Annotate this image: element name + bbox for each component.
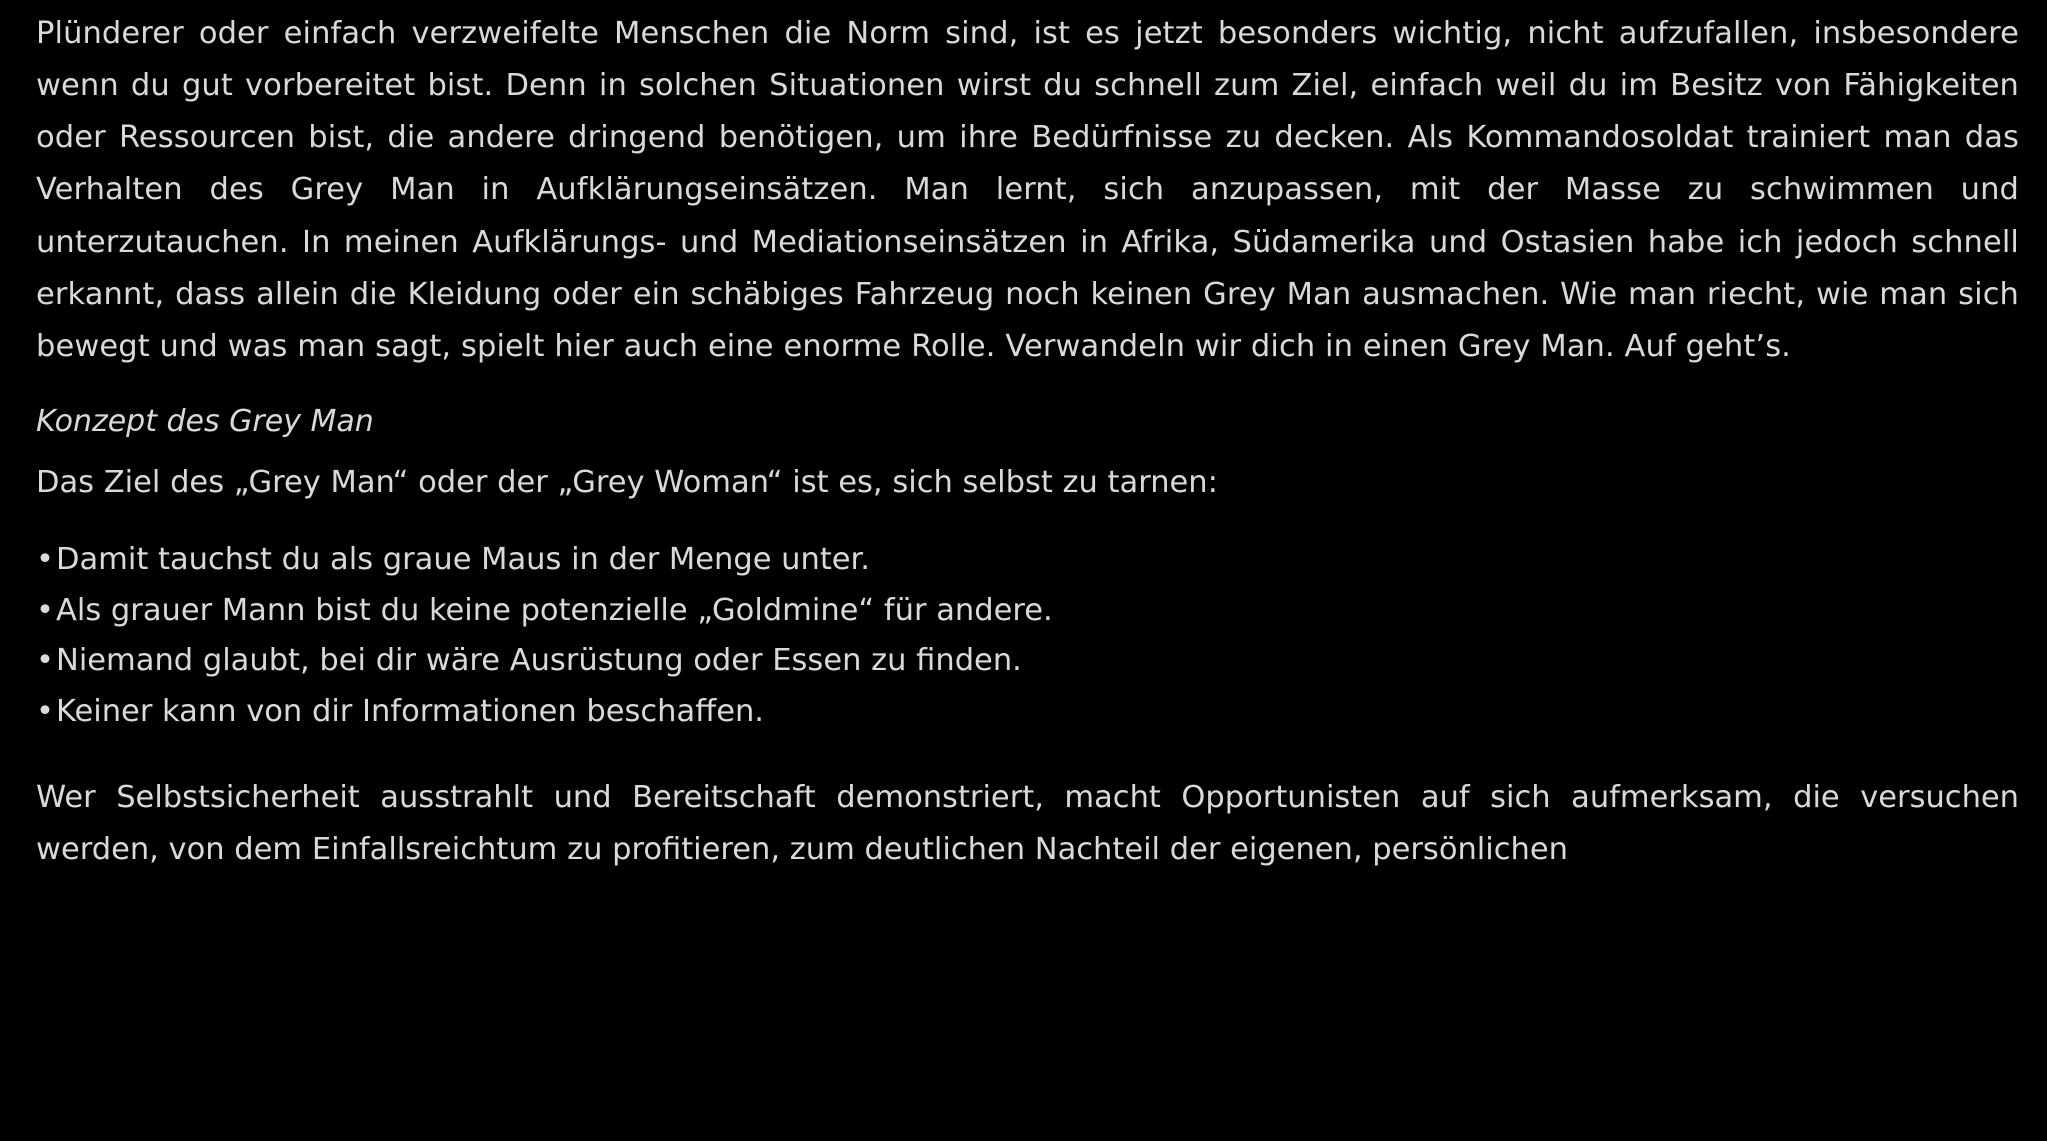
list-item-label: Keiner kann von dir Informationen beschaffen. xyxy=(56,694,764,730)
intro-paragraph: Plünderer oder einfach verzweifelte Menschen die Norm sind, ist es jetzt besonders wichtig, nicht aufzufallen, insbesondere wenn du gut vorbereitet bist. Denn in solchen Situationen wirst du schnell zum Ziel, einfach weil du im Besitz von Fähigkeiten oder Ressourcen bist, die andere dringend benötigen, um ihre Bedürfnisse zu decken. Als Kommandosoldat trainiert man das Verhalten des Grey Man in Aufklärungseinsätzen. Man lernt, sich anzupassen, mit der Masse zu schwimmen und unterzutauchen. In meinen Aufklärungs- und Mediationseinsätzen in Afrika, Südamerika und Ostasien habe ich jedoch schnell erkannt, dass allein die Kleidung oder ein schäbiges Fahrzeug noch keinen Grey Man ausmachen. Wie man riecht, wie man sich bewegt und was man sagt, spielt hier auch eine enorme Rolle. Verwandeln wir dich in einen Grey Man. Auf geht’s. xyxy=(36,16,2019,364)
bullet-marker-icon: • xyxy=(36,542,54,578)
lead-sentence: Das Ziel des „Grey Man“ oder der „Grey Woman“ ist es, sich selbst zu tarnen: xyxy=(36,464,1218,500)
list-item xyxy=(36,535,2019,586)
list-item xyxy=(36,636,2019,687)
list-item-label: Als grauer Mann bist du keine potenzielle „Goldmine“ für andere. xyxy=(56,592,1053,628)
list-item-label: Niemand glaubt, bei dir wäre Ausrüstung oder Essen zu finden. xyxy=(56,643,1022,679)
bullet-marker-icon: • xyxy=(36,694,54,730)
bullet-marker-icon: • xyxy=(36,592,54,628)
section-subheading: Konzept des Grey Man xyxy=(36,403,374,439)
goals-bullet-list xyxy=(36,535,2019,738)
list-item-label: Damit tauchst du als graue Maus in der Menge unter. xyxy=(56,542,870,578)
list-item xyxy=(36,586,2019,637)
list-item xyxy=(36,687,2019,738)
closing-paragraph: Wer Selbstsicherheit ausstrahlt und Bereitschaft demonstriert, macht Opportunisten auf sich aufmerksam, die versuchen werden, von dem Einfallsreichtum zu profitieren, zum deutlichen Nachteil der eigenen, persönlichen xyxy=(36,779,2019,867)
bullet-marker-icon: • xyxy=(36,643,54,679)
